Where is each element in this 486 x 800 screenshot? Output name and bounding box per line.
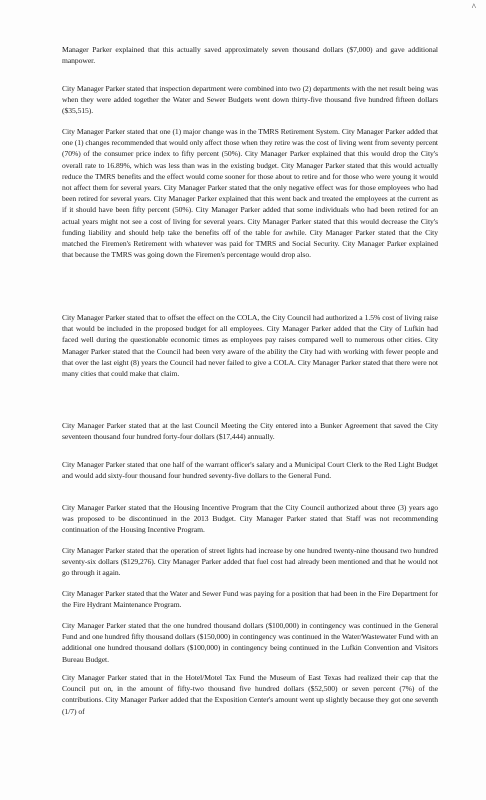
paragraph-warrant-officer: City Manager Parker stated that one half of the warrant officer's salary and a Municipal Court Clerk to the Red Light Budget and would add sixty-four thousand four hundred seventy-five dollars to the General Fund. [62,460,438,481]
paragraph-contingency: City Manager Parker stated that the one hundred thousand dollars ($100,000) in contingency was continued in the General Fund and one hundred fifty thousand dollars ($150,000) in contingency was continued in the Water/Wastewater Fund with an additional one hundred thousand dollars ($100,000) in contingency being continued in the Lufkin Convention and Visitors Bureau Budget. [62,621,438,664]
paragraph-fuel-savings: Manager Parker explained that this actually saved approximately seven thousand dollars ($7,000) and gave additional manpower. [62,45,438,66]
paragraph-housing-incentive: City Manager Parker stated that the Housing Incentive Program that the City Council authorized about three (3) years ago was proposed to be discontinued in the 2013 Budget. City Manager Parker stated that Staff was not recommending continuation of the Housing Incentive Program. [62,503,438,535]
paragraph-tmrs-retirement: City Manager Parker stated that one (1) major change was in the TMRS Retirement System. City Manager Parker added that one (1) changes recommended that would only affect those when they retire was the cost of living went from seventy percent (70%) of the consumer price index to fifty percent (50%). City Manager Parker explained that this would drop the City's overall rate to 16.89%, which was less than was in the existing budget. City Manager Parker stated that this would actually reduce the TMRS benefits and the effect would come sooner for those about to retire and for those who were young it would not affect them for several years. City Manager Parker stated that the only negative effect was for those employees who had been retired for several years. City Manager Parker explained that this went back and treated the employees at the current as if it should have been fifty percent (50%). City Manager Parker added that some individuals who had been retired for an actual years might not see a cost of living for several years. City Manager Parker stated that this would decrease the City's funding liability and should help take the benefits off of the table for awhile. City Manager Parker stated that the City matched the Firemen's Retirement with whatever was paid for TMRS and Social Security. City Manager Parker explained that because the TMRS was going down the Firemen's percentage would drop also. [62,127,438,260]
corner-mark: ^ [471,2,476,12]
paragraph-hotel-motel-tax: City Manager Parker stated that in the Hotel/Motel Tax Fund the Museum of East Texas had realized their cap that the Council put on, in the amount of fifty-two thousand five hundred dollars ($52,500) or seven percent (7%) of the contributions. City Manager Parker added that the Exposition Center's amount went up slightly because they got one seventh (1/7) of [62,673,438,716]
paragraph-street-lights: City Manager Parker stated that the operation of street lights had increase by one hundred twenty-nine thousand two hundred seventy-six dollars ($129,276). City Manager Parker added that fuel cost had already been mentioned and that he would not go through it again. [62,546,438,578]
paragraph-cola: City Manager Parker stated that to offset the effect on the COLA, the City Council had authorized a 1.5% cost of living raise that would be included in the proposed budget for all employees. City Manager Parker added that the City of Lufkin had faced well during the questionable economic times as employees pay raises compared well to numerous other cities. City Manager Parker stated that the Council had been very aware of the ability the City had with working with fewer people and that over the last eight (8) years the Council had never failed to give a COLA. City Manager Parker stated that there were not many cities that could make that claim. [62,313,438,379]
paragraph-fire-hydrant: City Manager Parker stated that the Water and Sewer Fund was paying for a position that had been in the Fire Department for the Fire Hydrant Maintenance Program. [62,589,438,610]
paragraph-bunker-agreement: City Manager Parker stated that at the last Council Meeting the City entered into a Bunker Agreement that saved the City seventeen thousand four hundred forty-four dollars ($17,444) annually. [62,421,438,442]
paragraph-inspection-departments: City Manager Parker stated that inspection department were combined into two (2) departments with the net result being was when they were added together the Water and Sewer Budgets went down thirty-five thousand five hundred fifteen dollars ($35,515). [62,84,438,116]
